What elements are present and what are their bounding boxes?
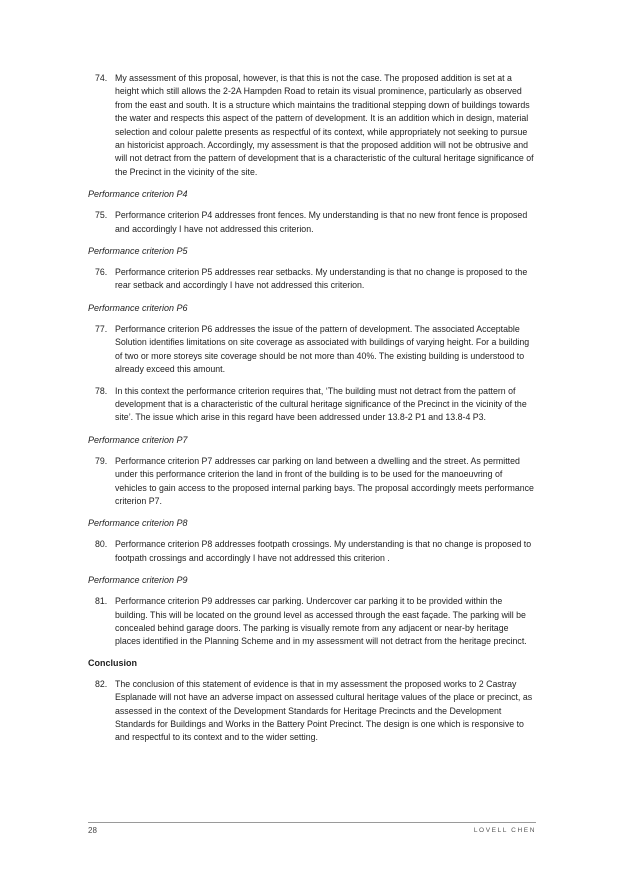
footer-divider — [88, 822, 536, 823]
section-heading: Performance criterion P8 — [88, 518, 188, 529]
page-number: 28 — [88, 826, 97, 835]
conclusion-heading: Conclusion — [88, 657, 137, 668]
numbered-paragraph — [88, 323, 536, 377]
section-heading: Performance criterion P6 — [88, 302, 188, 313]
paragraph-number: 80. — [95, 539, 108, 550]
document-body — [88, 72, 536, 745]
paragraph-number: 75. — [95, 210, 108, 221]
paragraph-number: 74. — [95, 73, 108, 83]
paragraph-text: In this context the performance criterion requires that, ‘The building must not detract from the pattern of development that is a characteristic of the cultural heritage significance of the Precinct in the vicinity of the site’. The issue which arise in this regard have been addressed under 13.8-2 P1 and 13.8-4 P3. — [115, 385, 527, 423]
section-heading: Performance criterion P7 — [88, 434, 188, 445]
paragraph-number: 81. — [95, 596, 108, 607]
paragraph-text: The conclusion of this statement of evidence is that in my assessment the proposed works to 2 Castray Esplanade will not have an adverse impact on assessed cultural heritage values of the place or precinct, as assessed in the context of the Development Standards for Heritage Precincts and the Development Standards for Buildings and Works in the Battery Point Precinct. The design is one which is responsive to and respectful to its context and to the wider setting. — [115, 678, 533, 743]
paragraph-text: Performance criterion P5 addresses rear setbacks. My understanding is that no change is proposed to the rear setback and accordingly I have not addressed this criterion. — [115, 267, 528, 291]
numbered-paragraph — [88, 266, 536, 293]
numbered-paragraph — [88, 385, 536, 425]
paragraph-number: 82. — [95, 678, 108, 689]
numbered-paragraph — [88, 538, 536, 565]
paragraph-text: Performance criterion P6 addresses the issue of the pattern of development. The associated Acceptable Solution identifies limitations on site coverage as associated with buildings of varying height. For a building of two or more storeys site coverage should be not more than 40%. The existing building is understood to already exceed this amount. — [115, 323, 530, 375]
section-heading: Performance criterion P4 — [88, 189, 188, 200]
paragraph-text: Performance criterion P9 addresses car parking. Undercover car parking it to be provided within the building. This will be located on the ground level as accessed through the east façade. The parking will be concealed behind garage doors. The parking is visually remote from any adjacent or near-by heritage places identified in the Planning Scheme and in my assessment will not detract from the heritage precinct. — [115, 596, 527, 647]
section-heading: Performance criterion P5 — [88, 246, 188, 257]
paragraph-number: 76. — [95, 267, 108, 278]
footer-brand: LOVELL CHEN — [473, 827, 536, 834]
paragraph-text: My assessment of this proposal, however, is that this is not the case. The proposed addition is set at a height which still allows the 2-2A Hampden Road to retain its visual prominence, particularly as observed from the east and south. It is a structure which maintains the traditional stepping down of buildings towards the water and respects this aspect of the pattern of development. It is an addition which in design, material selection and colour palette presents as respectful of its context, while appropriately not seeking to pursue an historicist approach. Accordingly, my assessment is that the proposed addition will not be obtrusive and will not detract from the pattern of development that is a characteristic of the cultural heritage significance of the Precinct in the vicinity of the site. — [115, 73, 534, 177]
paragraph-number: 79. — [95, 455, 108, 466]
numbered-paragraph — [88, 678, 536, 745]
numbered-paragraph — [88, 209, 536, 236]
numbered-paragraph — [88, 595, 536, 649]
paragraph-text: Performance criterion P8 addresses footpath crossings. My understanding is that no change is proposed to footpath crossings and accordingly I have not addressed this criterion . — [115, 539, 532, 563]
paragraph-text: Performance criterion P4 addresses front fences. My understanding is that no new front fence is proposed and accordingly I have not addressed this criterion. — [115, 210, 528, 234]
paragraph-text: Performance criterion P7 addresses car parking on land between a dwelling and the street. As permitted under this performance criterion the land in front of the building is to be used for the manoeuvring of vehicles to gain access to the proposed internal parking bays. The proposal accordingly meets performance criterion P7. — [115, 455, 534, 506]
numbered-paragraph — [88, 72, 536, 179]
paragraph-number: 77. — [95, 323, 108, 334]
section-heading: Performance criterion P9 — [88, 575, 188, 586]
numbered-paragraph — [88, 455, 536, 509]
paragraph-number: 78. — [95, 385, 108, 396]
